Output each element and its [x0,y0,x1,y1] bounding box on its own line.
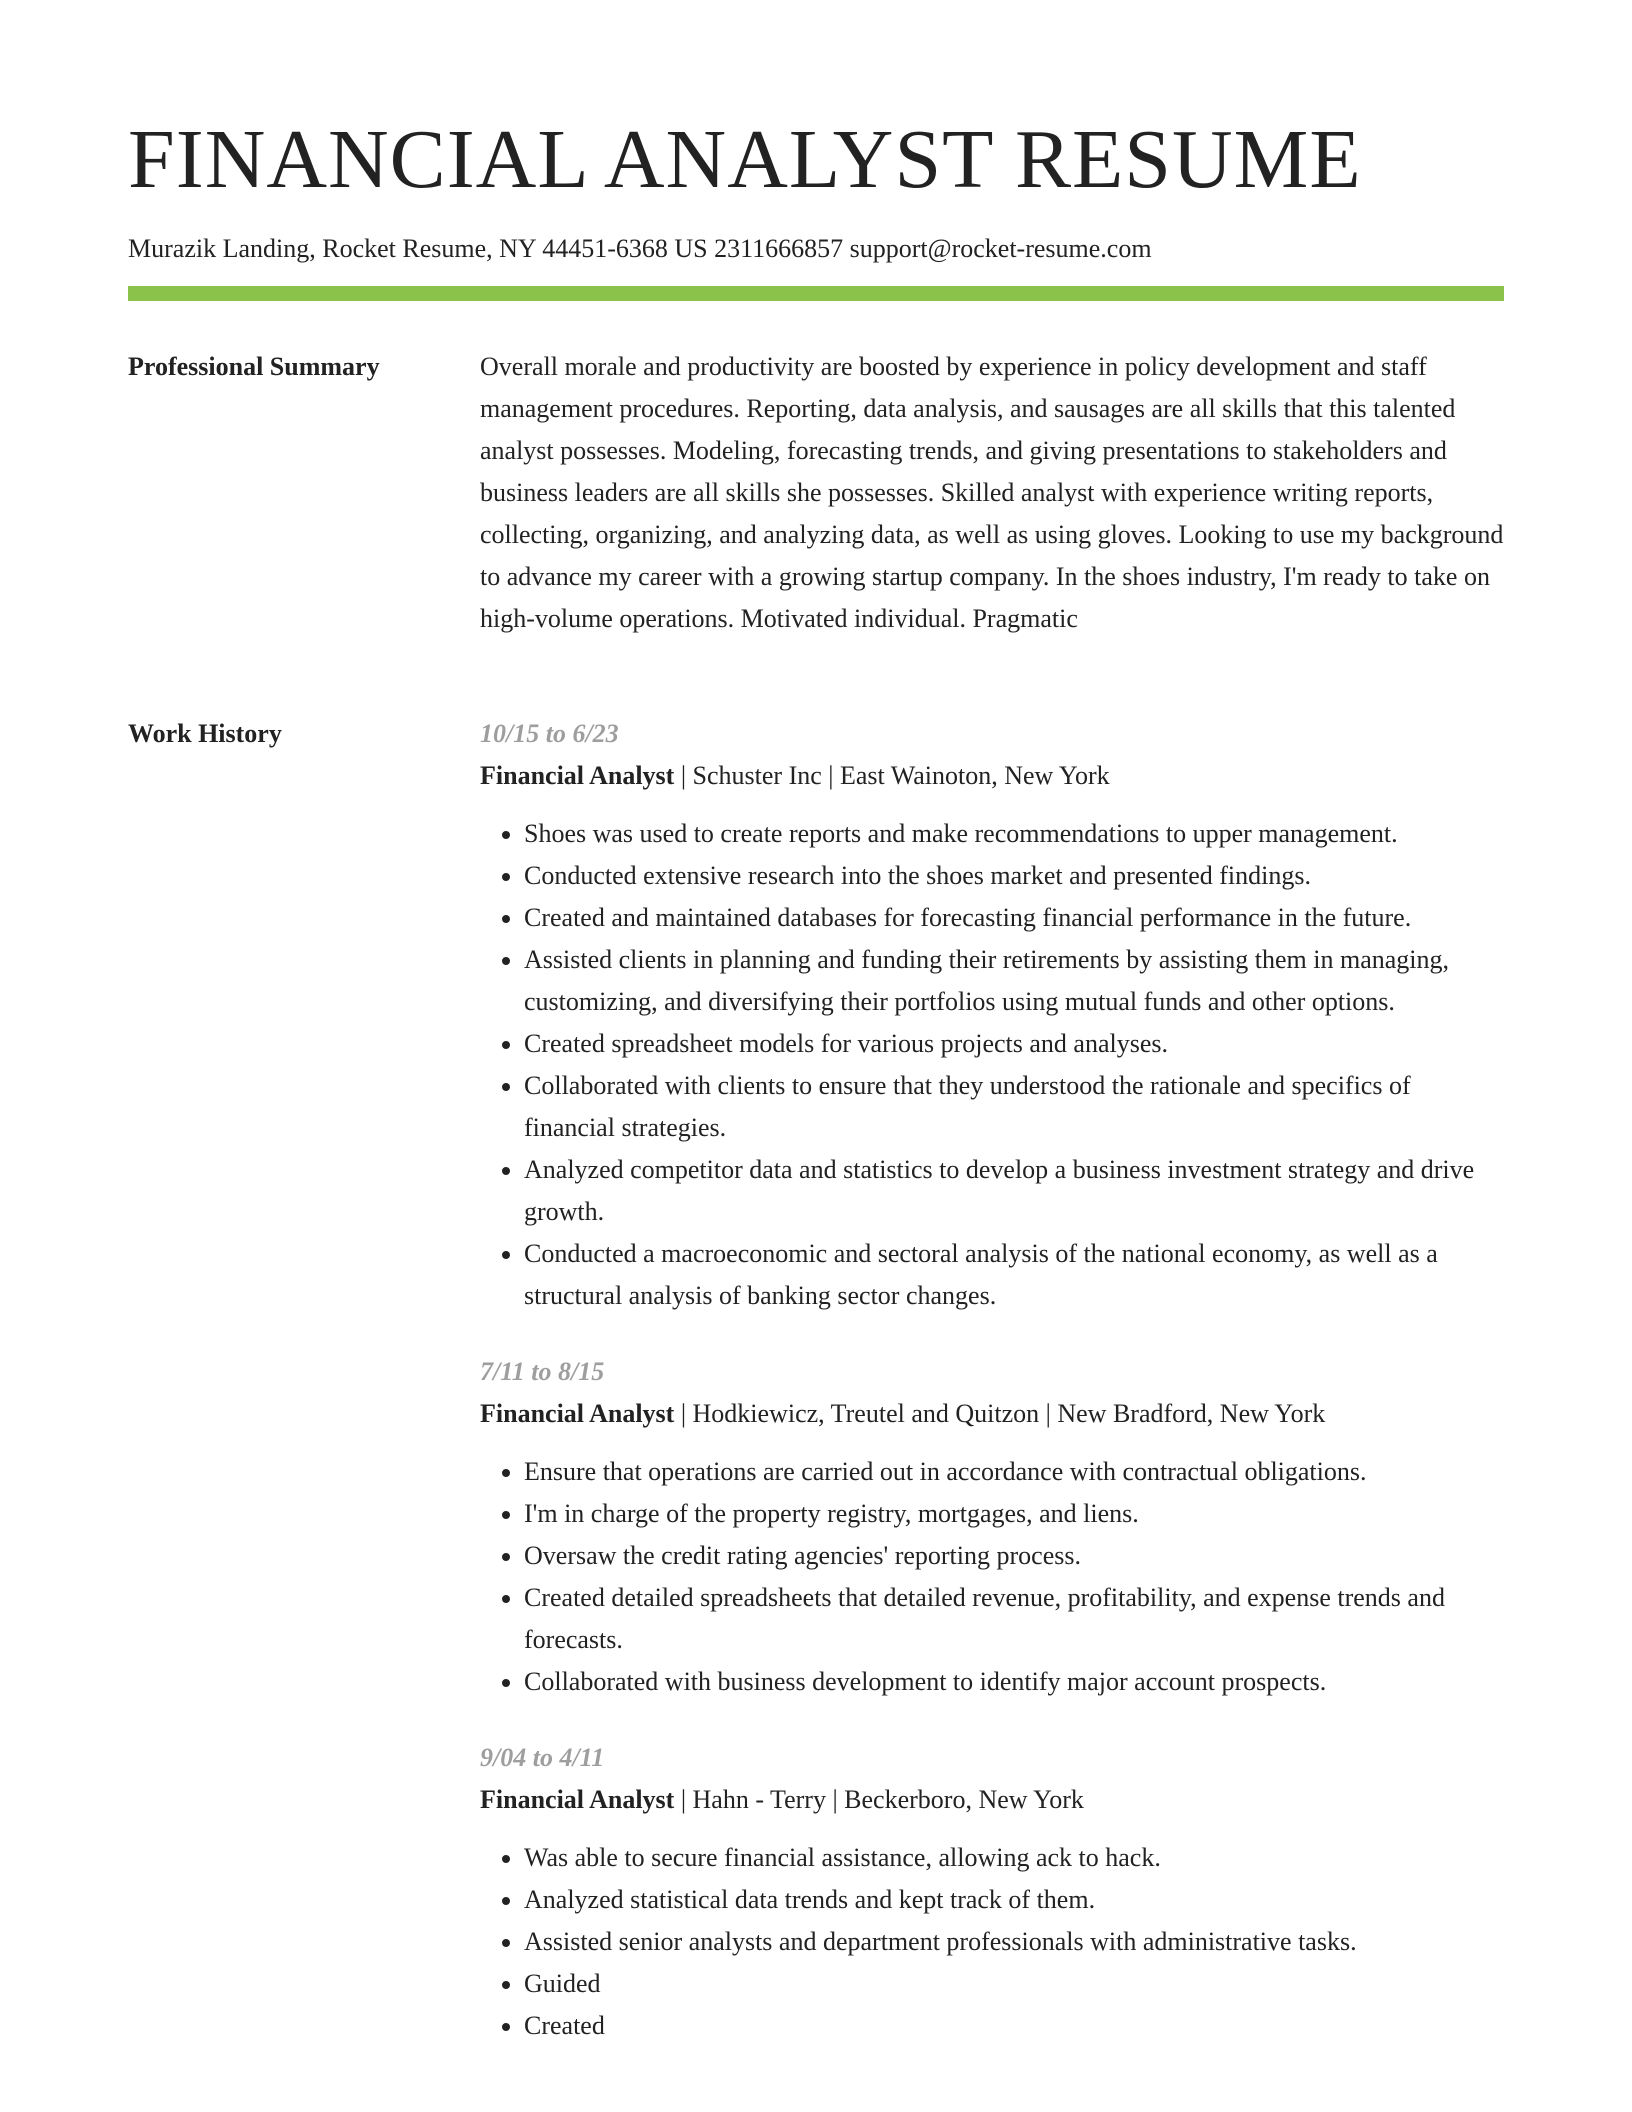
job-company-location: | Schuster Inc | East Wainoton, New York [674,761,1110,790]
list-item: • Conducted extensive research into the shoes market and presented findings. [524,855,1504,897]
job-bullets [480,1837,1504,2047]
summary-body [480,346,1504,640]
list-item: • Assisted clients in planning and funding their retirements by assisting them in managing, customizing, and diversifying their portfolios using mutual funds and other options. [524,939,1504,1023]
list-item: • Shoes was used to create reports and make recommendations to upper management. [524,813,1504,855]
job-entry [480,1351,1504,1703]
accent-divider [128,286,1504,301]
resume-title: FINANCIAL ANALYST RESUME [128,113,1362,206]
contact-line: Murazik Landing, Rocket Resume, NY 44451-6368 US 2311666857 support@rocket-resume.com [128,234,1152,263]
list-item: • Created spreadsheet models for various projects and analyses. [524,1023,1504,1065]
list-item: • Created and maintained databases for forecasting financial performance in the future. [524,897,1504,939]
job-dates: 7/11 to 8/15 [480,1357,605,1386]
job-bullets [480,813,1504,1317]
list-item: • Collaborated with business development to identify major account prospects. [524,1661,1504,1703]
list-item: • Guided [524,1963,1504,2005]
list-item: • Ensure that operations are carried out in accordance with contractual obligations. [524,1451,1504,1493]
list-item: • Created [524,2005,1504,2047]
list-item: • Created detailed spreadsheets that detailed revenue, profitability, and expense trends and forecasts. [524,1577,1504,1661]
list-item: • Analyzed competitor data and statistics to develop a business investment strategy and drive growth. [524,1149,1504,1233]
job-entry [480,1737,1504,2047]
job-title: Financial Analyst [480,1399,675,1428]
job-company-location: | Hahn - Terry | Beckerboro, New York [674,1785,1084,1814]
job-bullets [480,1451,1504,1703]
job-title: Financial Analyst [480,1785,675,1814]
work-history-body [480,713,1504,2081]
list-item: • Conducted a macroeconomic and sectoral analysis of the national economy, as well as a structural analysis of banking sector changes. [524,1233,1504,1317]
job-heading [480,755,1504,797]
summary-heading: Professional Summary [128,352,380,381]
list-item: • Collaborated with clients to ensure that they understood the rationale and specifics of financial strategies. [524,1065,1504,1149]
job-title: Financial Analyst [480,761,675,790]
list-item: • I'm in charge of the property registry, mortgages, and liens. [524,1493,1504,1535]
list-item: • Oversaw the credit rating agencies' reporting process. [524,1535,1504,1577]
list-item: • Was able to secure financial assistance, allowing ack to hack. [524,1837,1504,1879]
job-heading [480,1393,1504,1435]
job-company-location: | Hodkiewicz, Treutel and Quitzon | New Bradford, New York [674,1399,1326,1428]
list-item: • Assisted senior analysts and department professionals with administrative tasks. [524,1921,1504,1963]
job-dates: 9/04 to 4/11 [480,1743,605,1772]
job-heading [480,1779,1504,1821]
summary-text: Overall morale and productivity are boosted by experience in policy development and staff management procedures. Reporting, data analysis, and sausages are all skills that this talented analyst possesses. Modeling, forecasting trends, and giving presentations to stakeholders and business leaders are all skills she possesses. Skilled analyst with experience writing reports, collecting, organizing, and analyzing data, as well as using gloves. Looking to use my background to advance my career with a growing startup company. In the shoes industry, I'm ready to take on high-volume operations. Motivated individual. Pragmatic [480,352,1504,633]
work-history-heading: Work History [128,719,282,748]
job-dates: 10/15 to 6/23 [480,719,619,748]
list-item: • Analyzed statistical data trends and kept track of them. [524,1879,1504,1921]
job-entry [480,713,1504,1317]
